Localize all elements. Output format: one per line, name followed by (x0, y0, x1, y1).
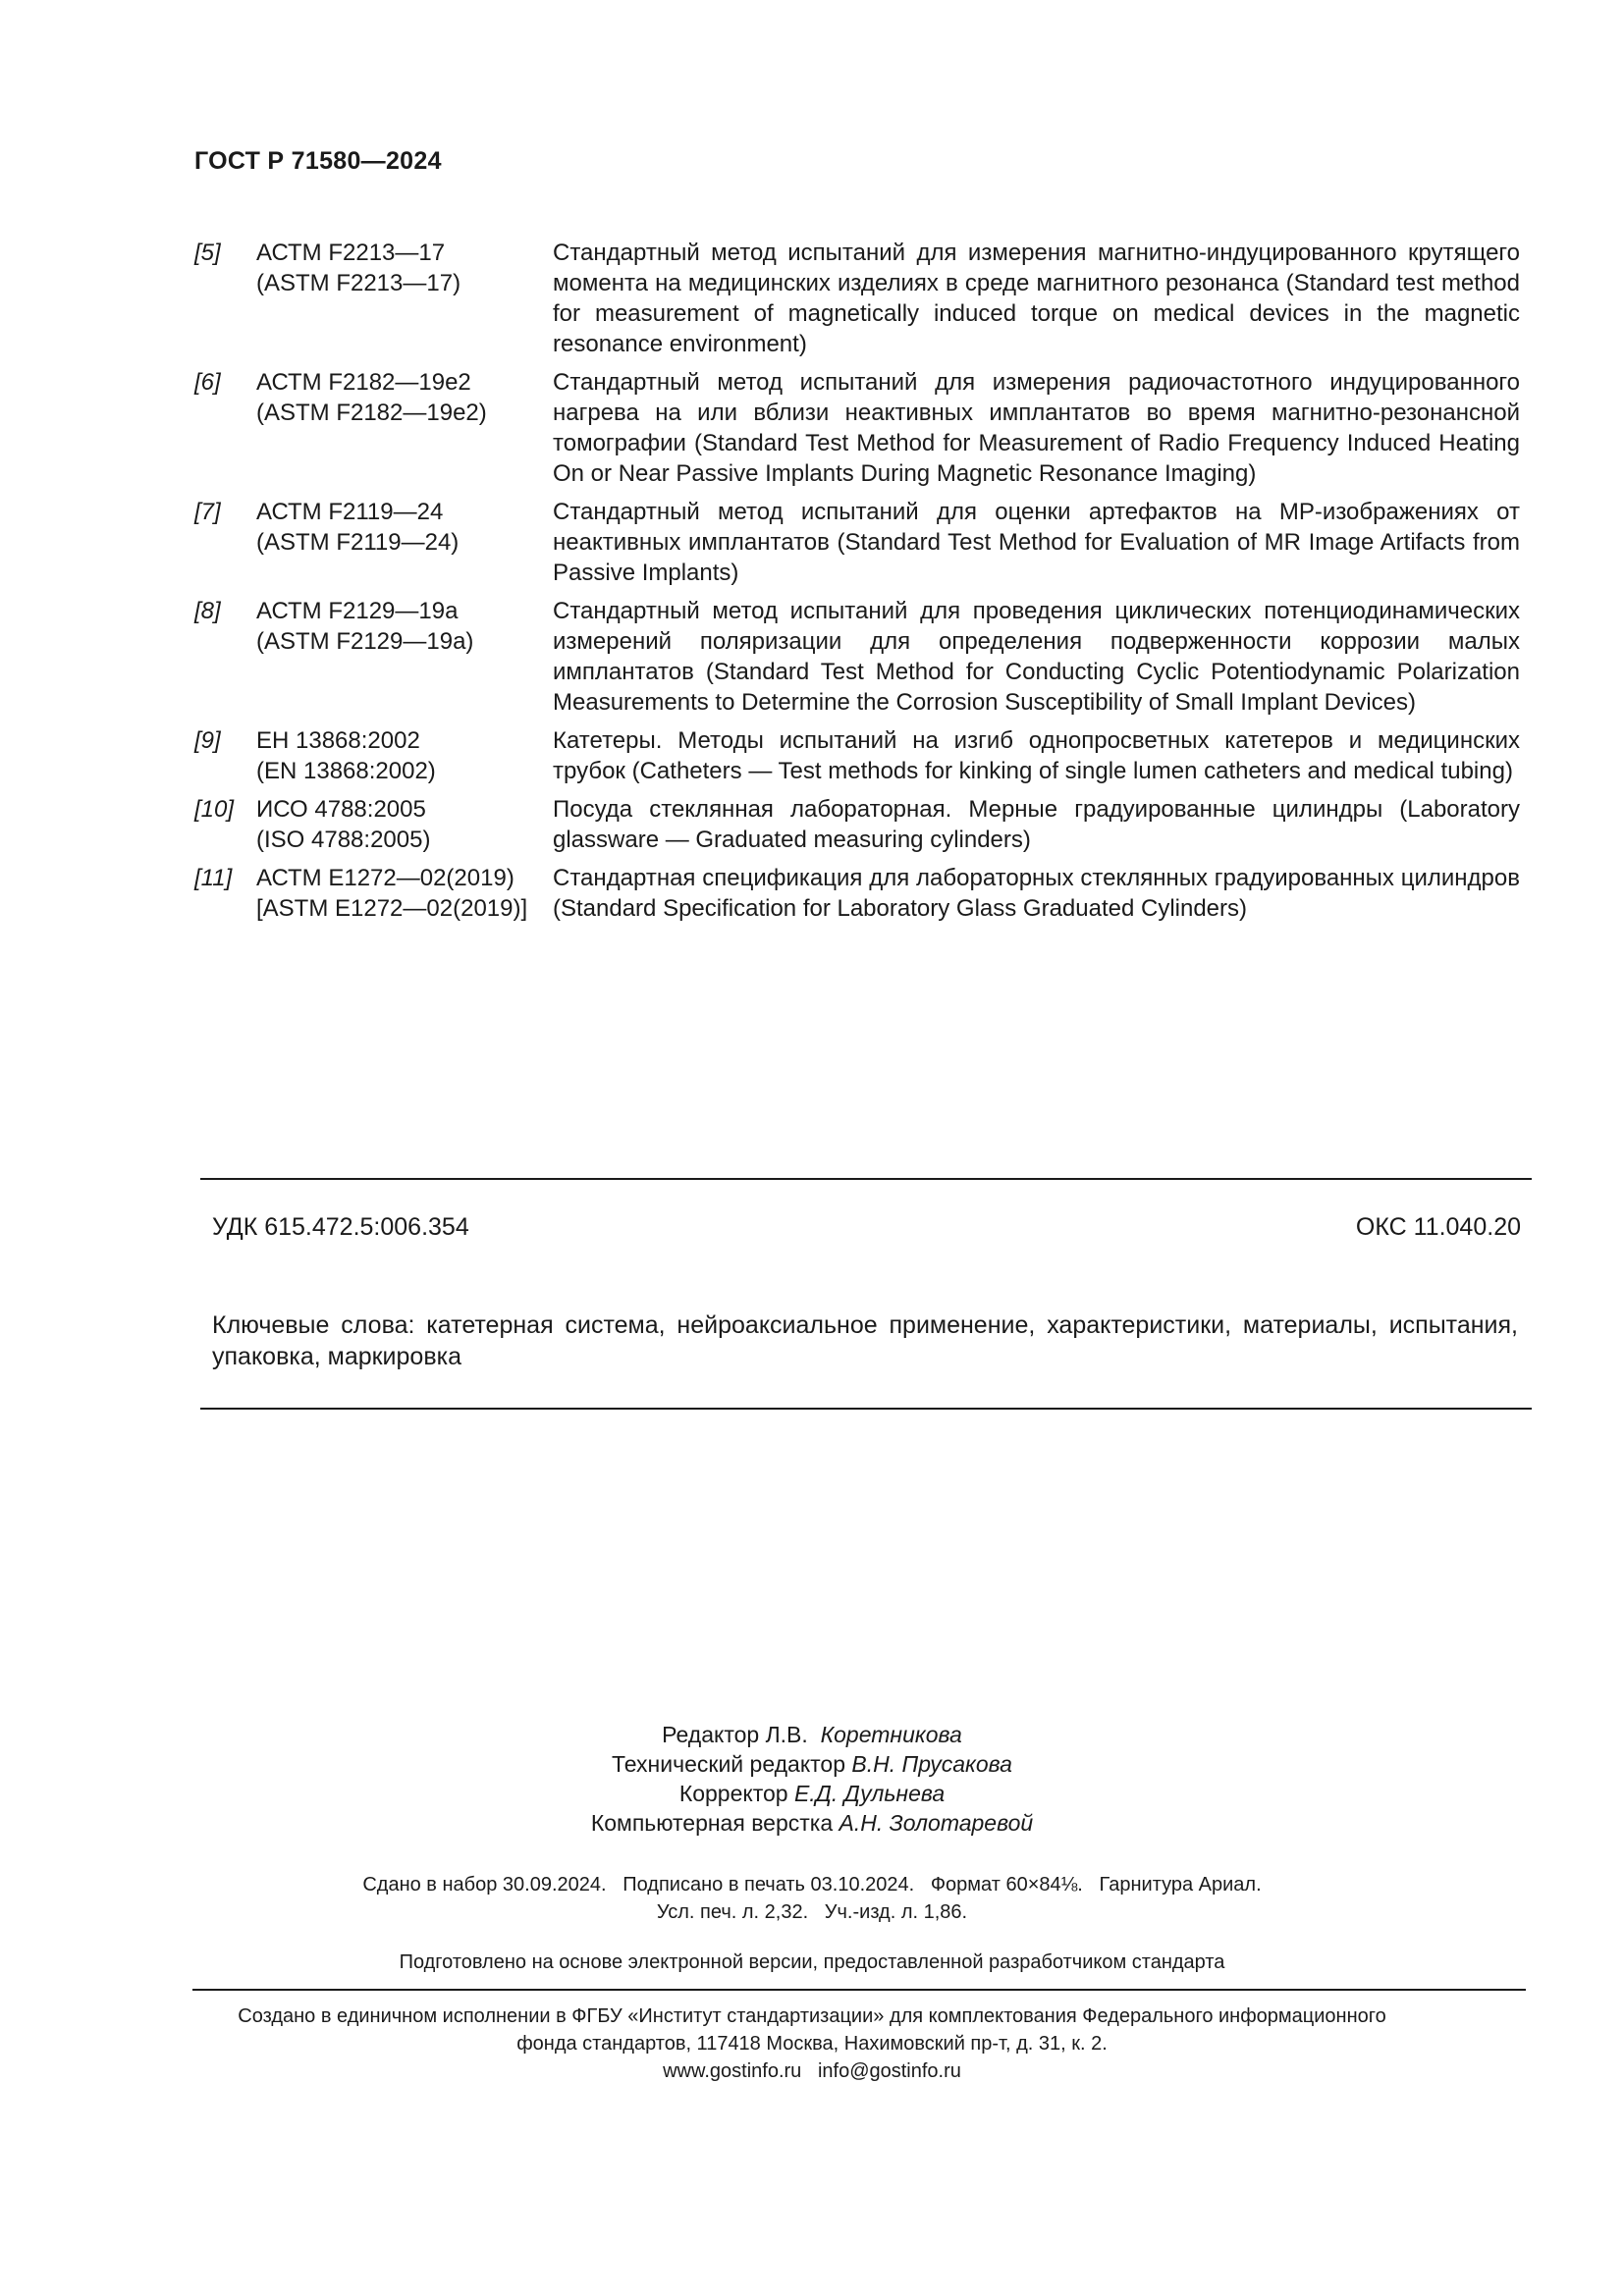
credits-block (0, 1720, 1624, 1838)
footer-line: Создано в единичном исполнении в ФГБУ «Институт стандартизации» для комплектования Федерального информационного (238, 2005, 1386, 2027)
prepared-note: Подготовлено на основе электронной версии, предоставленной разработчиком стандарта (399, 1951, 1225, 1973)
reference-code-ru: АСТМ F2129—19а (256, 598, 459, 624)
reference-item (194, 238, 1520, 359)
reference-code (256, 497, 553, 588)
credit-role: Компьютерная верстка (590, 1810, 834, 1836)
credit-name: Е.Д. Дульнева (793, 1781, 946, 1806)
reference-description: Катетеры. Методы испытаний на изгиб однопросветных катетеров и медицинских трубок (Catheters — Test methods for kinking of single lumen catheters and medical tubing) (553, 727, 1520, 784)
reference-code-en: (ASTM F2119—24) (256, 529, 460, 556)
reference-item (194, 497, 1520, 588)
publisher-footer (0, 2002, 1624, 2085)
footer-divider (192, 1989, 1526, 1991)
reference-item (194, 367, 1520, 489)
reference-number: [8] (194, 598, 221, 624)
reference-code (256, 367, 553, 489)
reference-number: [5] (194, 240, 221, 266)
reference-code (256, 863, 553, 924)
bibliography-list (194, 238, 1520, 932)
reference-code-en: (ASTM F2182—19e2) (256, 400, 487, 426)
reference-code (256, 725, 553, 786)
imprint-block (0, 1871, 1624, 1926)
reference-code-ru: ЕН 13868:2002 (256, 727, 420, 754)
reference-code-ru: ИСО 4788:2005 (256, 796, 426, 823)
imprint-line: Сдано в набор 30.09.2024. Подписано в печать 03.10.2024. Формат 60×84⅛. Гарнитура Ариал. (362, 1874, 1262, 1896)
reference-code-en: (ASTM F2129—19a) (256, 628, 474, 655)
reference-item (194, 725, 1520, 786)
reference-description: Стандартный метод испытаний для проведения циклических потенциодинамических измерений поляризации для определения подверженности коррозии малых имплантатов (Standard Test Method for Conducting Cyclic Potentiodynamic Polarization Measurements to Determine the Corrosion Susceptibility of Small Implant Devices) (553, 598, 1520, 716)
reference-code (256, 596, 553, 718)
reference-code (256, 238, 553, 359)
credit-line (0, 1808, 1624, 1838)
keywords: Ключевые слова: катетерная система, нейроаксиальное применение, характеристики, материалы, испытания, упаковка, маркировка (212, 1311, 1518, 1370)
reference-code-ru: АСТМ F2213—17 (256, 240, 446, 266)
document-header: ГОСТ Р 71580—2024 (194, 147, 442, 175)
reference-item (194, 863, 1520, 924)
reference-code-en: (ASTM F2213—17) (256, 270, 461, 296)
reference-code-ru: АСТМ Е1272—02(2019) (256, 865, 514, 891)
reference-code-en: [ASTM E1272—02(2019)] (256, 895, 528, 922)
reference-code-ru: АСТМ F2182—19е2 (256, 369, 471, 396)
oks-code: ОКС 11.040.20 (1355, 1213, 1521, 1241)
reference-code (256, 794, 553, 855)
credit-line (0, 1720, 1624, 1749)
credit-role: Корректор (678, 1781, 788, 1806)
reference-number: [7] (194, 499, 221, 525)
reference-number: [10] (194, 796, 235, 823)
reference-code-en: (EN 13868:2002) (256, 758, 436, 784)
reference-number: [11] (194, 865, 233, 891)
credit-role: Технический редактор (612, 1751, 846, 1777)
reference-code-en: (ISO 4788:2005) (256, 827, 431, 853)
reference-description: Стандартный метод испытаний для измерения магнитно-индуцированного крутящего момента на медицинских изделиях в среде магнитного резонанса (Standard test method for measurement of magnetically induced torque on medical devices in the magnetic resonance environment) (553, 240, 1520, 357)
credit-name: В.Н. Прусакова (851, 1751, 1012, 1777)
reference-description: Посуда стеклянная лабораторная. Мерные градуированные цилиндры (Laboratory glassware — Graduated measuring cylinders) (553, 796, 1520, 853)
credit-line (0, 1749, 1624, 1779)
section-divider-top (200, 1178, 1532, 1180)
reference-description: Стандартная спецификация для лабораторных стеклянных градуированных цилиндров (Standard Specification for Laboratory Glass Graduated Cylinders) (553, 865, 1520, 922)
reference-item (194, 596, 1520, 718)
credit-name: А.Н. Золотаревой (839, 1810, 1034, 1836)
reference-description: Стандартный метод испытаний для оценки артефактов на МР-изображениях от неактивных имплантатов (Standard Test Method for Evaluation of MR Image Artifacts from Passive Implants) (553, 499, 1520, 586)
reference-code-ru: АСТМ F2119—24 (256, 499, 444, 525)
reference-number: [9] (194, 727, 221, 754)
reference-number: [6] (194, 369, 221, 396)
reference-description: Стандартный метод испытаний для измерения радиочастотного индуцированного нагрева на или вблизи неактивных имплантатов во время магнитно-резонансной томографии (Standard Test Method for Measurement of Radio Frequency Induced Heating On or Near Passive Implants During Magnetic Resonance Imaging) (553, 369, 1520, 487)
footer-contacts: www.gostinfo.ru info@gostinfo.ru (663, 2060, 961, 2082)
udk-code: УДК 615.472.5:006.354 (212, 1213, 469, 1241)
imprint-line: Усл. печ. л. 2,32. Уч.-изд. л. 1,86. (656, 1901, 968, 1923)
credit-line (0, 1779, 1624, 1808)
footer-line: фонда стандартов, 117418 Москва, Нахимовский пр-т, д. 31, к. 2. (516, 2033, 1108, 2055)
section-divider-bottom (200, 1408, 1532, 1410)
credit-role: Редактор Л.В. (662, 1722, 808, 1747)
reference-item (194, 794, 1520, 855)
credit-name: Коретникова (820, 1722, 962, 1747)
